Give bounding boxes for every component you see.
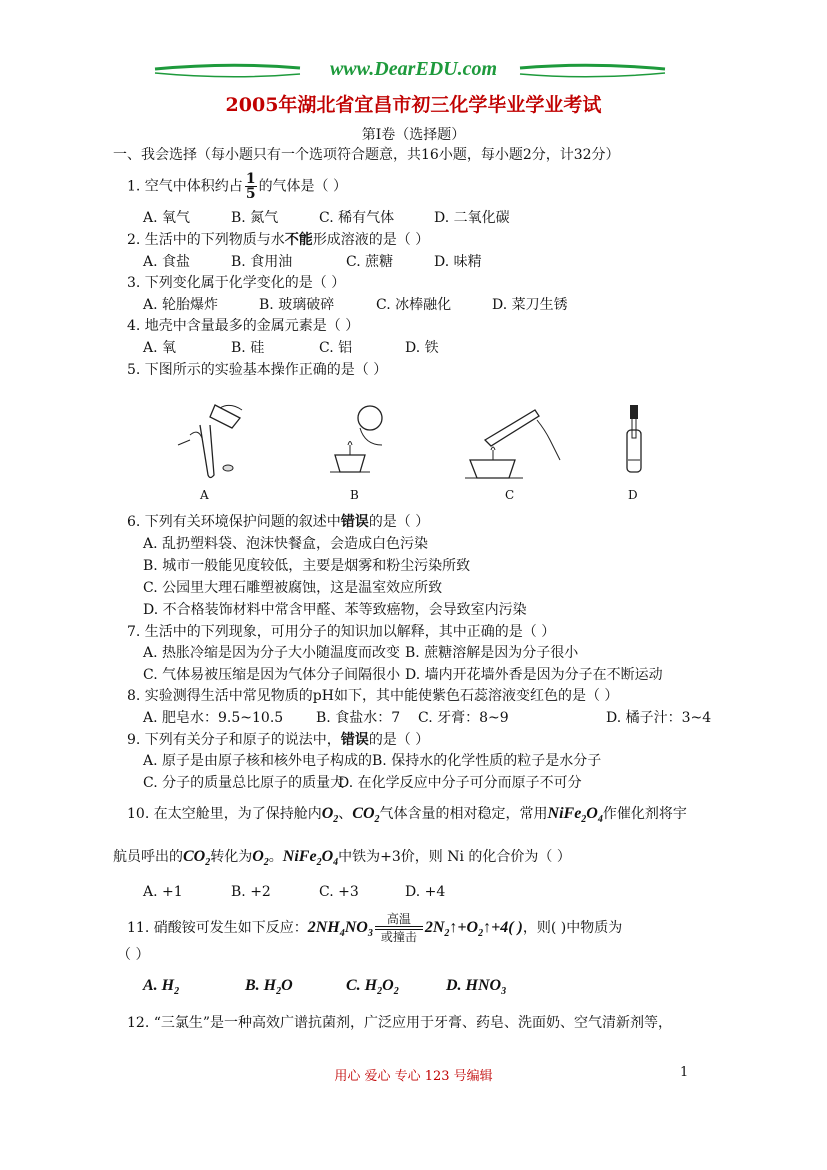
q10-option-b: B. +2 xyxy=(231,884,271,900)
q2-option-c: C. 蔗糖 xyxy=(346,254,394,270)
q10-option-a: A. +1 xyxy=(143,884,183,900)
q3-option-a: A. 轮胎爆炸 xyxy=(143,297,219,313)
section-heading: 一、我会选择（每小题只有一个选项符合题意，共16小题，每小题2分，计32分） xyxy=(113,147,620,163)
q8-option-d: D. 橘子汁：3~4 xyxy=(606,710,712,726)
q2-option-a: A. 食盐 xyxy=(143,254,191,270)
q4-option-b: B. 硅 xyxy=(231,340,265,356)
q8-option-c: C. 牙膏：8~9 xyxy=(418,710,509,726)
q8-option-a: A. 肥皂水：9.5~10.5 xyxy=(143,710,284,726)
figure-c-label: C xyxy=(505,488,515,502)
question-9: 9. 下列有关分子和原子的说法中，错误的是（ ） xyxy=(127,732,430,748)
q4-option-d: D. 铁 xyxy=(405,340,439,356)
q6-option-a: A. 乱扔塑料袋、泡沫快餐盒，会造成白色污染 xyxy=(143,536,429,552)
question-1: 1. 空气中体积约占 $\frac{1}{5}$ 的气体是（ ） xyxy=(127,171,348,202)
question-5: 5. 下图所示的实验基本操作正确的是（ ） xyxy=(127,362,388,378)
q6-option-c: C. 公园里大理石雕塑被腐蚀，这是温室效应所致 xyxy=(143,580,443,596)
question-3: 3. 下列变化属于化学变化的是（ ） xyxy=(127,275,346,291)
q3-option-b: B. 玻璃破碎 xyxy=(259,297,335,313)
q9-option-c: C. 分子的质量总比原子的质量大 xyxy=(143,775,345,791)
q11-option-c: C. $H_2O_2$ xyxy=(346,977,399,998)
question-11: 11. 硝酸铵可发生如下反应：$2NH_4NO_3$ 高温 或撞击 $2N_2↑+O_2↑+4$( )，则( )中物质为 xyxy=(127,912,623,944)
q11-option-d: D. $HNO_3$ xyxy=(446,977,507,998)
q10-option-c: C. +3 xyxy=(319,884,359,900)
q9-option-a: A. 原子是由原子核和核外电子构成的 xyxy=(143,753,373,769)
q4-option-a: A. 氧 xyxy=(143,340,177,356)
q7-option-b: B. 蔗糖溶解是因为分子很小 xyxy=(405,645,579,661)
page-number: 1 xyxy=(680,1065,689,1080)
question-6: 6. 下列有关环境保护问题的叙述中错误的是（ ） xyxy=(127,514,430,530)
figure-c-heating-icon xyxy=(465,400,565,485)
q1-option-c: C. 稀有气体 xyxy=(319,210,395,226)
q1-option-a: A. 氧气 xyxy=(143,210,191,226)
q6-option-b: B. 城市一般能见度较低，主要是烟雾和粉尘污染所致 xyxy=(143,558,471,574)
footer-text: 用心 爱心 专心 123 号编辑 xyxy=(334,1069,493,1084)
q1-option-b: B. 氮气 xyxy=(231,210,279,226)
q4-option-c: C. 铝 xyxy=(319,340,353,356)
q2-option-d: D. 味精 xyxy=(434,254,482,270)
question-10: 10. 在太空舱里，为了保持舱内$O_2$、$CO_2$气体含量的相对稳定，常用$NiFe_2O_4$作催化剂将宇 xyxy=(127,805,687,826)
question-8: 8. 实验测得生活中常见物质的pH如下，其中能使紫色石蕊溶液变红色的是（ ） xyxy=(127,688,619,704)
q11-option-b: B. $H_2O$ xyxy=(245,977,293,998)
q9-option-b: B. 保持水的化学性质的粒子是水分子 xyxy=(372,753,602,769)
q8-option-b: B. 食盐水：7 xyxy=(316,710,401,726)
figure-b-blowing-icon xyxy=(320,400,400,485)
q7-option-c: C. 气体易被压缩是因为气体分子间隔很小 xyxy=(143,667,401,683)
question-2: 2. 生活中的下列物质与水不能形成溶液的是（ ） xyxy=(127,232,430,248)
question-12: 12. “三氯生”是一种高效广谱抗菌剂，广泛应用于牙膏、药皂、洗面奶、空气清新剂等， xyxy=(127,1015,673,1031)
q1-option-d: D. 二氧化碳 xyxy=(434,210,510,226)
figure-a-label: A xyxy=(200,488,209,502)
q11-option-a: A. $H_2$ xyxy=(143,977,180,998)
q3-option-d: D. 菜刀生锈 xyxy=(492,297,568,313)
reaction-condition: 高温 或撞击 xyxy=(375,912,423,944)
q7-option-a: A. 热胀冷缩是因为分子大小随温度而改变 xyxy=(143,645,401,661)
q6-option-d: D. 不合格装饰材料中常含甲醛、苯等致癌物，会导致室内污染 xyxy=(143,602,527,618)
question-7: 7. 生活中的下列现象，可用分子的知识加以解释，其中正确的是（ ） xyxy=(127,624,556,640)
q9-option-d: D. 在化学反应中分子可分而原子不可分 xyxy=(338,775,582,791)
figure-b-label: B xyxy=(350,488,359,502)
q2-option-b: B. 食用油 xyxy=(231,254,293,270)
question-4: 4. 地壳中含量最多的金属元素是（ ） xyxy=(127,318,360,334)
figure-d-dropper-icon xyxy=(620,400,650,485)
q7-option-d: D. 墙内开花墙外香是因为分子在不断运动 xyxy=(405,667,663,683)
volume-heading: 第Ⅰ卷（选择题） xyxy=(361,127,466,143)
q10-option-d: D. +4 xyxy=(405,884,446,900)
page-title: 2005年湖北省宜昌市初三化学毕业学业考试 xyxy=(225,94,602,116)
figure-d-label: D xyxy=(628,488,638,502)
question-11-blank: （ ） xyxy=(117,947,150,963)
fraction: $\frac{1}{5}$ xyxy=(245,171,256,202)
q3-option-c: C. 冰棒融化 xyxy=(376,297,452,313)
header-url[interactable]: www.DearEDU.com xyxy=(329,58,498,80)
question-10-cont: 航员呼出的$CO_2$转化为$O_2$。$NiFe_2O_4$中铁为+3价，则 Ni 的化合价为（ ） xyxy=(113,848,571,869)
figure-a-pouring-icon xyxy=(170,400,250,485)
